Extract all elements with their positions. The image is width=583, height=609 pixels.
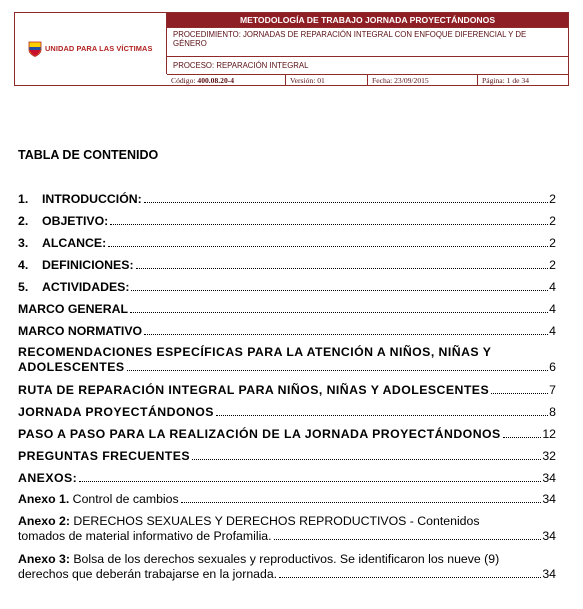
toc-entry-page: 34	[542, 471, 556, 485]
toc-entry-label-line2: ADOLESCENTES	[18, 360, 125, 374]
toc-entry-label: RUTA DE REPARACIÓN INTEGRAL PARA NIÑOS, NIÑAS Y ADOLESCENTES	[18, 383, 490, 397]
toc-entry-objetivo[interactable]	[18, 214, 556, 229]
dot-leader	[181, 502, 542, 503]
toc-entry-page: 34	[542, 492, 556, 506]
metadata-row	[167, 74, 568, 86]
toc-entry-number: 2.	[18, 214, 29, 228]
toc-entry-number: 1.	[18, 192, 29, 206]
toc-entry-anexo-2[interactable]	[18, 514, 556, 544]
codigo-label: Código:	[171, 76, 196, 85]
toc-entry-definiciones[interactable]	[18, 258, 556, 273]
toc-entry-label: PREGUNTAS FRECUENTES	[18, 449, 191, 463]
toc-entry-annex-text: Control de cambios	[69, 492, 179, 506]
toc-entry-recomendaciones[interactable]	[18, 345, 556, 375]
dot-leader	[136, 268, 549, 269]
toc-entry-label: INTRODUCCIÓN:	[42, 192, 142, 206]
toc-entry-page: 4	[549, 302, 556, 316]
toc-entry-label: ANEXOS:	[18, 471, 78, 485]
toc-entry-annex-label: Anexo 2:	[18, 514, 70, 528]
toc-entry-page: 2	[549, 236, 556, 250]
logo-cell	[15, 13, 167, 74]
toc-entry-number: 5.	[18, 280, 29, 294]
toc-entry-label: JORNADA PROYECTÁNDONOS	[18, 405, 214, 419]
toc-entry-page: 34	[542, 529, 556, 543]
toc-title: TABLA DE CONTENIDO	[18, 148, 159, 162]
dot-leader	[491, 393, 548, 394]
document-title: METODOLOGÍA DE TRABAJO JORNADA PROYECTÁNDONOS	[167, 13, 568, 27]
codigo-cell	[167, 75, 285, 86]
toc-entry-jornada-proyectandonos[interactable]	[18, 405, 556, 420]
toc-entry-label: PASO A PASO PARA LA REALIZACIÓN DE LA JORNADA PROYECTÁNDONOS	[18, 427, 501, 441]
toc-entry-marco-normativo[interactable]	[18, 324, 556, 339]
dot-leader	[110, 224, 548, 225]
dot-leader	[216, 415, 548, 416]
toc-entry-page: 2	[549, 192, 556, 206]
toc-entry-page: 2	[549, 258, 556, 272]
toc-entry-page: 2	[549, 214, 556, 228]
toc-entry-label: ACTIVIDADES:	[42, 280, 130, 294]
toc-entry-preguntas-frecuentes[interactable]	[18, 449, 556, 464]
dot-leader	[274, 539, 542, 540]
toc-entry-label: DEFINICIONES:	[42, 258, 134, 272]
toc-entry-annex-label: Anexo 3:	[18, 552, 70, 566]
toc-entry-page: 34	[542, 567, 556, 581]
toc-entry-annex-text: DERECHOS SEXUALES Y DERECHOS REPRODUCTIVOS - Contenidos	[69, 514, 480, 528]
document-header	[14, 12, 569, 86]
dot-leader	[279, 577, 541, 578]
toc-entry-paso-a-paso[interactable]	[18, 427, 556, 442]
fecha-cell: Fecha: 23/09/2015	[367, 75, 477, 86]
toc-entry-marco-general[interactable]	[18, 302, 556, 317]
dot-leader	[192, 459, 541, 460]
toc-entry-ruta-reparacion[interactable]	[18, 383, 556, 398]
toc-entry-annex-text: Bolsa de los derechos sexuales y reproductivos. Se identificaron los nueve (9)	[69, 552, 500, 566]
dot-leader	[127, 370, 549, 371]
toc-entry-label-line1: RECOMENDACIONES ESPECÍFICAS PARA LA ATENCIÓN A NIÑOS, NIÑAS Y	[18, 345, 492, 359]
toc-entry-page: 7	[549, 383, 556, 397]
procedimiento-text: PROCEDIMIENTO: JORNADAS DE REPARACIÓN INTEGRAL CON ENFOQUE DIFERENCIAL Y DE GÉNERO	[167, 27, 568, 57]
toc-entry-label: MARCO GENERAL	[18, 302, 128, 316]
dot-leader	[108, 246, 548, 247]
toc-entry-number: 3.	[18, 236, 29, 250]
toc-entry-label: ALCANCE:	[42, 236, 107, 250]
pagina-cell: Página: 1 de 34	[477, 75, 570, 86]
toc-entry-page: 8	[549, 405, 556, 419]
toc-entry-introduccion[interactable]	[18, 192, 556, 207]
dot-leader	[131, 290, 548, 291]
dot-leader	[144, 334, 548, 335]
toc-entry-page: 6	[549, 360, 556, 374]
dot-leader	[503, 437, 542, 438]
toc-entry-page: 4	[549, 324, 556, 338]
dot-leader	[130, 312, 548, 313]
colombia-shield-icon	[28, 41, 42, 57]
toc-entry-annex-label: Anexo 1.	[18, 492, 70, 506]
toc-entry-annex-text-line2: tomados de material informativo de Profamilia.	[18, 529, 272, 543]
toc-entry-alcance[interactable]	[18, 236, 556, 251]
version-cell: Versión: 01	[285, 75, 367, 86]
dot-leader	[144, 202, 548, 203]
toc-entry-page: 12	[542, 427, 556, 441]
toc-entry-anexo-1[interactable]	[18, 492, 556, 507]
codigo-value: 400.08.20-4	[197, 76, 235, 85]
logo-text: UNIDAD PARA LAS VÍCTIMAS	[45, 44, 153, 53]
toc-entry-anexos[interactable]	[18, 471, 556, 486]
toc-entry-anexo-3[interactable]	[18, 552, 556, 582]
toc-entry-page: 32	[542, 449, 556, 463]
toc-entry-number: 4.	[18, 258, 29, 272]
toc-entry-label: MARCO NORMATIVO	[18, 324, 143, 338]
toc-entry-label: OBJETIVO:	[42, 214, 109, 228]
toc-entry-actividades[interactable]	[18, 280, 556, 295]
proceso-text: PROCESO: REPARACIÓN INTEGRAL	[173, 61, 309, 70]
dot-leader	[79, 481, 541, 482]
toc-entry-page: 4	[549, 280, 556, 294]
toc-entry-annex-text-line2: derechos que deberán trabajarse en la jornada.	[18, 567, 278, 581]
